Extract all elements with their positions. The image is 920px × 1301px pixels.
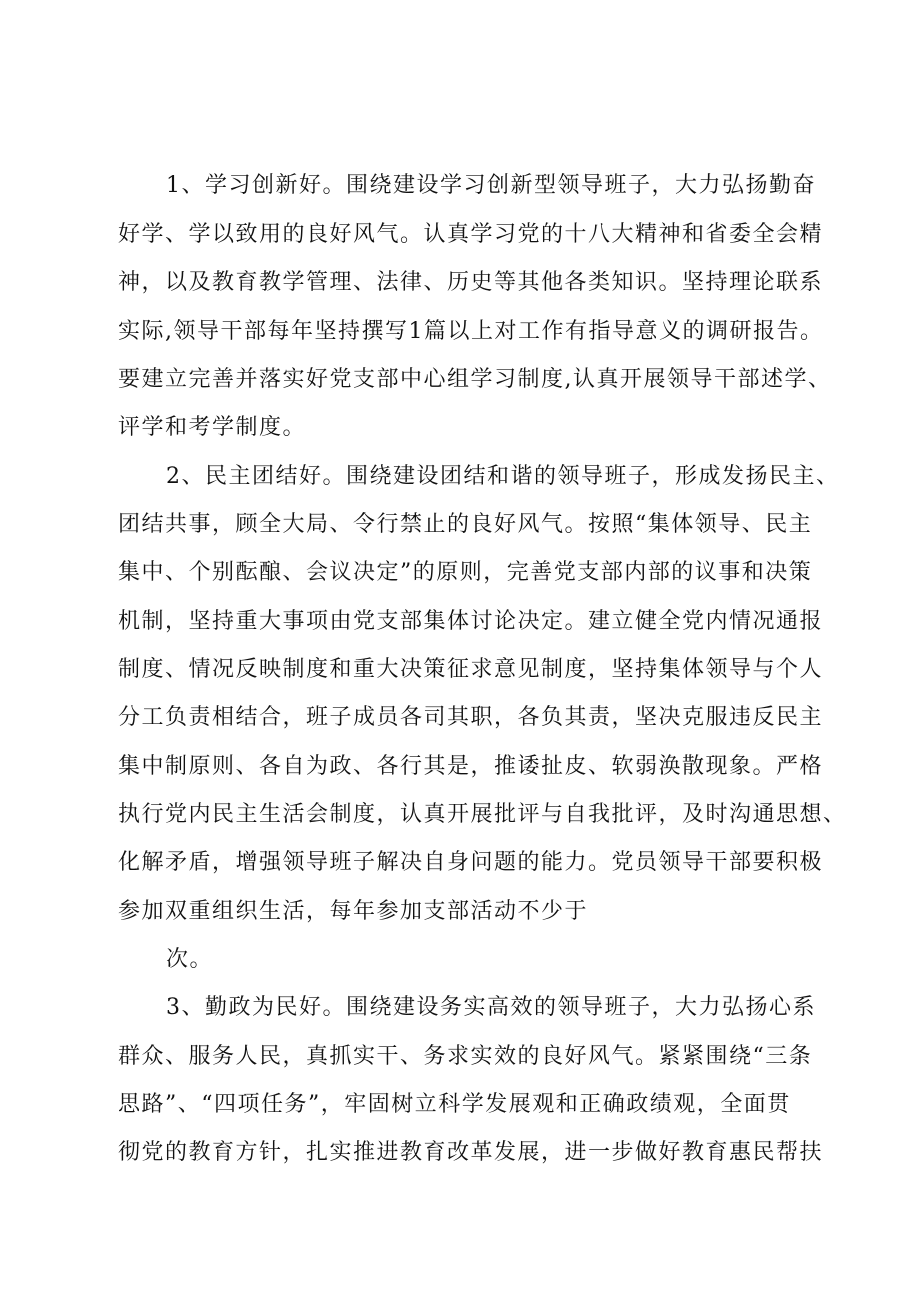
paragraph-line: 机制，坚持重大事项由党支部集体讨论决定。建立健全党内情况通报 (118, 609, 824, 634)
paragraph-line: 化解矛盾，增强领导班子解决自身问题的能力。党员领导干部要积极 (118, 850, 824, 875)
item-3-heading-line: 3、勤政为民好。围绕建设务实高效的领导班子，大力弘扬心系 (166, 995, 816, 1020)
paragraph-line: 要建立完善并落实好党支部中心组学习制度,认真开展领导干部述学、 (118, 367, 832, 392)
paragraph-line: 神，以及教育教学管理、法律、历史等其他各类知识。坚持理论联系 (118, 270, 824, 295)
paragraph-line: 集中制原则、各自为政、各行其是，推诿扯皮、软弱涣散现象。严格 (118, 754, 824, 779)
paragraph-line: 评学和考学制度。 (118, 415, 307, 440)
paragraph-line: 执行党内民主生活会制度，认真开展批评与自我批评，及时沟通思想、 (118, 802, 847, 827)
paragraph-line: 集中、个别酝酿、会议决定”的原则，完善党支部内部的议事和决策 (118, 560, 813, 585)
paragraph-line: 制度、情况反映制度和重大决策征求意见制度，坚持集体领导与个人 (118, 657, 824, 682)
paragraph-line: 分工负责相结合，班子成员各司其职，各负其责，坚决克服违反民主 (118, 705, 824, 730)
item-2-heading-line: 2、民主团结好。围绕建设团结和谐的领导班子，形成发扬民主、 (166, 464, 840, 489)
paragraph-line: 次。 (166, 947, 214, 972)
paragraph-line: 群众、服务人民，真抓实干、务求实效的良好风气。紧紧围绕“三条 (118, 1044, 813, 1069)
paragraph-line: 好学、学以致用的良好风气。认真学习党的十八大精神和省委全会精 (118, 222, 824, 247)
paragraph-line: 思路”、“四项任务”，牢固树立科学发展观和正确政绩观，全面贯 (118, 1092, 791, 1117)
paragraph-line: 参加双重组织生活，每年参加支部活动不少于 (118, 899, 589, 924)
paragraph-line: 团结共事，顾全大局、令行禁止的良好风气。按照“集体领导、民主 (118, 512, 813, 537)
item-1-heading-line: 1、学习创新好。围绕建设学习创新型领导班子，大力弘扬勤奋 (166, 173, 816, 198)
paragraph-line: 实际,领导干部每年坚持撰写1篇以上对工作有指导意义的调研报告。 (118, 319, 824, 344)
paragraph-line: 彻党的教育方针，扎实推进教育改革发展，进一步做好教育惠民帮扶 (118, 1140, 824, 1165)
